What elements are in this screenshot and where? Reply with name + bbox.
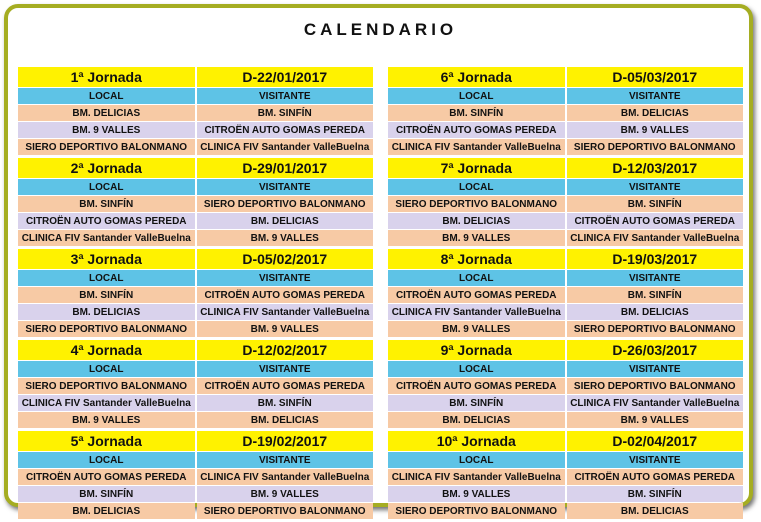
visitante-team: CITROËN AUTO GOMAS PEREDA (567, 469, 744, 485)
match-row (18, 196, 373, 212)
local-team: BM. 9 VALLES (18, 122, 195, 138)
jornada-date: D-05/03/2017 (567, 67, 744, 87)
jornada-date: D-22/01/2017 (197, 67, 374, 87)
match-row (18, 486, 373, 502)
visitante-team: BM. SINFÍN (197, 105, 374, 121)
jornada-name: 5ª Jornada (18, 431, 195, 451)
local-header: LOCAL (18, 179, 195, 195)
visitante-team: CLINICA FIV Santander ValleBuelna (197, 139, 374, 155)
local-team: CITROËN AUTO GOMAS PEREDA (18, 213, 195, 229)
local-team: CITROËN AUTO GOMAS PEREDA (388, 122, 565, 138)
local-team: CLINICA FIV Santander ValleBuelna (388, 304, 565, 320)
visitante-team: BM. 9 VALLES (197, 321, 374, 337)
jornada-block (18, 158, 373, 246)
visitante-team: BM. 9 VALLES (567, 122, 744, 138)
local-team: BM. 9 VALLES (388, 230, 565, 246)
jornada-name: 3ª Jornada (18, 249, 195, 269)
match-row (388, 122, 743, 138)
visitante-team: BM. SINFÍN (567, 486, 744, 502)
local-team: SIERO DEPORTIVO BALONMANO (388, 196, 565, 212)
jornada-header (388, 158, 743, 178)
local-team: BM. SINFÍN (18, 196, 195, 212)
jornada-name: 1ª Jornada (18, 67, 195, 87)
jornada-header (388, 67, 743, 87)
match-row (18, 378, 373, 394)
visitante-team: CLINICA FIV Santander ValleBuelna (567, 230, 744, 246)
local-team: BM. 9 VALLES (388, 321, 565, 337)
visitante-team: CITROËN AUTO GOMAS PEREDA (567, 213, 744, 229)
local-header: LOCAL (18, 361, 195, 377)
local-team: BM. DELICIAS (388, 213, 565, 229)
local-team: BM. DELICIAS (388, 412, 565, 428)
local-team: BM. 9 VALLES (388, 486, 565, 502)
column-headers (18, 452, 373, 468)
local-header: LOCAL (388, 88, 565, 104)
jornada-block (388, 158, 743, 246)
match-row (388, 321, 743, 337)
match-row (18, 230, 373, 246)
match-row (388, 105, 743, 121)
match-row (388, 503, 743, 519)
local-team: SIERO DEPORTIVO BALONMANO (18, 321, 195, 337)
column-headers (18, 179, 373, 195)
local-team: CITROËN AUTO GOMAS PEREDA (388, 378, 565, 394)
visitante-team: SIERO DEPORTIVO BALONMANO (567, 139, 744, 155)
visitante-header: VISITANTE (567, 452, 744, 468)
local-header: LOCAL (18, 88, 195, 104)
visitante-team: CITROËN AUTO GOMAS PEREDA (197, 378, 374, 394)
match-row (18, 503, 373, 519)
column-headers (18, 361, 373, 377)
local-team: CLINICA FIV Santander ValleBuelna (18, 230, 195, 246)
visitante-team: BM. SINFÍN (567, 287, 744, 303)
match-row (388, 230, 743, 246)
jornada-header (18, 158, 373, 178)
visitante-header: VISITANTE (567, 88, 744, 104)
visitante-header: VISITANTE (197, 270, 374, 286)
local-header: LOCAL (18, 270, 195, 286)
visitante-team: BM. DELICIAS (567, 304, 744, 320)
jornada-header (388, 431, 743, 451)
visitante-header: VISITANTE (197, 88, 374, 104)
jornada-date: D-12/02/2017 (197, 340, 374, 360)
jornada-header (18, 67, 373, 87)
column-headers (388, 452, 743, 468)
local-team: BM. SINFÍN (388, 105, 565, 121)
local-header: LOCAL (388, 179, 565, 195)
local-header: LOCAL (388, 361, 565, 377)
match-row (388, 378, 743, 394)
local-team: BM. DELICIAS (18, 503, 195, 519)
jornada-name: 9ª Jornada (388, 340, 565, 360)
visitante-header: VISITANTE (197, 361, 374, 377)
jornada-block (18, 431, 373, 519)
jornada-header (388, 249, 743, 269)
visitante-team: CLINICA FIV Santander ValleBuelna (197, 469, 374, 485)
visitante-team: SIERO DEPORTIVO BALONMANO (197, 196, 374, 212)
jornada-header (18, 340, 373, 360)
match-row (388, 213, 743, 229)
jornada-header (18, 431, 373, 451)
local-header: LOCAL (388, 452, 565, 468)
jornada-name: 10ª Jornada (388, 431, 565, 451)
match-row (18, 122, 373, 138)
visitante-team: BM. 9 VALLES (197, 230, 374, 246)
jornada-name: 7ª Jornada (388, 158, 565, 178)
visitante-team: SIERO DEPORTIVO BALONMANO (567, 321, 744, 337)
jornada-header (388, 340, 743, 360)
visitante-team: CITROËN AUTO GOMAS PEREDA (197, 122, 374, 138)
visitante-header: VISITANTE (197, 179, 374, 195)
match-row (18, 412, 373, 428)
page-title: CALENDARIO (303, 20, 458, 39)
local-team: BM. 9 VALLES (18, 412, 195, 428)
local-team: BM. SINFÍN (18, 486, 195, 502)
column-headers (388, 361, 743, 377)
local-team: BM. SINFÍN (18, 287, 195, 303)
match-row (388, 395, 743, 411)
visitante-team: BM. DELICIAS (567, 105, 744, 121)
match-row (18, 139, 373, 155)
jornada-block (18, 340, 373, 428)
local-team: SIERO DEPORTIVO BALONMANO (18, 378, 195, 394)
match-row (388, 139, 743, 155)
local-team: BM. DELICIAS (18, 105, 195, 121)
local-team: CITROËN AUTO GOMAS PEREDA (388, 287, 565, 303)
local-team: SIERO DEPORTIVO BALONMANO (388, 503, 565, 519)
visitante-team: BM. SINFÍN (567, 196, 744, 212)
visitante-team: BM. DELICIAS (567, 503, 744, 519)
jornada-date: D-19/02/2017 (197, 431, 374, 451)
column-headers (388, 270, 743, 286)
match-row (388, 304, 743, 320)
match-row (388, 469, 743, 485)
local-team: BM. SINFÍN (388, 395, 565, 411)
match-row (18, 395, 373, 411)
visitante-team: BM. DELICIAS (197, 412, 374, 428)
jornada-block (388, 431, 743, 519)
local-team: CLINICA FIV Santander ValleBuelna (18, 395, 195, 411)
jornada-date: D-26/03/2017 (567, 340, 744, 360)
visitante-header: VISITANTE (567, 179, 744, 195)
visitante-header: VISITANTE (567, 361, 744, 377)
jornada-name: 4ª Jornada (18, 340, 195, 360)
jornada-date: D-05/02/2017 (197, 249, 374, 269)
local-team: CLINICA FIV Santander ValleBuelna (388, 469, 565, 485)
match-row (18, 287, 373, 303)
match-row (18, 105, 373, 121)
visitante-team: SIERO DEPORTIVO BALONMANO (567, 378, 744, 394)
visitante-team: BM. DELICIAS (197, 213, 374, 229)
jornada-header (18, 249, 373, 269)
calendar-column-right (388, 67, 743, 522)
visitante-team: BM. 9 VALLES (197, 486, 374, 502)
jornada-block (18, 249, 373, 337)
column-headers (388, 88, 743, 104)
jornada-name: 2ª Jornada (18, 158, 195, 178)
local-team: SIERO DEPORTIVO BALONMANO (18, 139, 195, 155)
column-headers (388, 179, 743, 195)
local-header: LOCAL (18, 452, 195, 468)
match-row (18, 469, 373, 485)
jornada-block (388, 340, 743, 428)
local-team: BM. DELICIAS (18, 304, 195, 320)
local-header: LOCAL (388, 270, 565, 286)
visitante-header: VISITANTE (197, 452, 374, 468)
match-row (18, 213, 373, 229)
jornada-name: 6ª Jornada (388, 67, 565, 87)
match-row (18, 304, 373, 320)
jornada-date: D-29/01/2017 (197, 158, 374, 178)
visitante-team: BM. 9 VALLES (567, 412, 744, 428)
local-team: CITROËN AUTO GOMAS PEREDA (18, 469, 195, 485)
match-row (388, 412, 743, 428)
jornada-block (388, 67, 743, 155)
jornada-block (388, 249, 743, 337)
match-row (388, 196, 743, 212)
visitante-team: BM. SINFÍN (197, 395, 374, 411)
jornada-name: 8ª Jornada (388, 249, 565, 269)
jornada-date: D-19/03/2017 (567, 249, 744, 269)
jornada-date: D-02/04/2017 (567, 431, 744, 451)
calendar-column-left (18, 67, 373, 522)
local-team: CLINICA FIV Santander ValleBuelna (388, 139, 565, 155)
visitante-team: SIERO DEPORTIVO BALONMANO (197, 503, 374, 519)
match-row (388, 287, 743, 303)
column-headers (18, 270, 373, 286)
match-row (388, 486, 743, 502)
jornada-block (18, 67, 373, 155)
visitante-team: CITROËN AUTO GOMAS PEREDA (197, 287, 374, 303)
visitante-team: CLINICA FIV Santander ValleBuelna (197, 304, 374, 320)
jornada-date: D-12/03/2017 (567, 158, 744, 178)
visitante-header: VISITANTE (567, 270, 744, 286)
visitante-team: CLINICA FIV Santander ValleBuelna (567, 395, 744, 411)
match-row (18, 321, 373, 337)
column-headers (18, 88, 373, 104)
